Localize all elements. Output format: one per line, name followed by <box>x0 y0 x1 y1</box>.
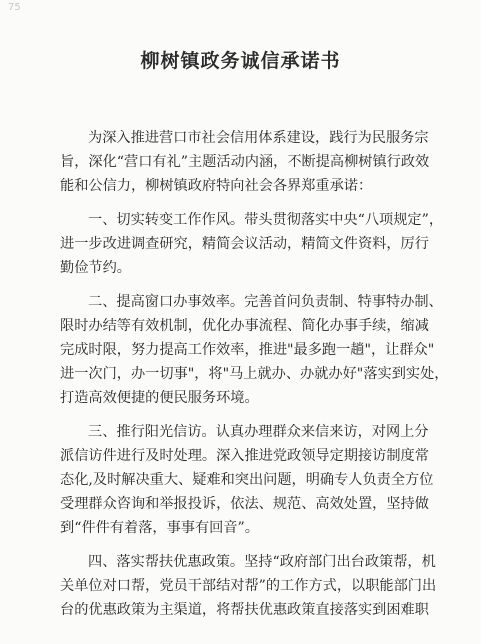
text-line: 派信访件进行及时处理。深入推进党政领导定期接访制度常 <box>60 448 429 464</box>
paragraph <box>60 550 436 622</box>
text-line: 旨，深化“营口有礼”主题活动内涵，不断提高柳树镇行政效 <box>60 154 430 170</box>
text-line: 打造高效便捷的便民服务环境。 <box>60 390 259 406</box>
paragraph <box>60 208 444 280</box>
text-line: 台的优惠政策为主渠道，将帮扶优惠政策直接落实到困难职 <box>60 602 429 618</box>
text-line: 完成时限，努力提高工作效率，推进"最多跑一趟"，让群众" <box>60 342 435 358</box>
text-line: 到“件件有着落，事事有回音”。 <box>60 520 259 536</box>
text-line: 为深入推进营口市社会信用体系建设，践行为民服务宗 <box>88 130 429 146</box>
corner-mark: 75 <box>8 2 21 13</box>
text-line: 态化,及时解决重大、疑难和突出问题，明确专人负责全方位 <box>60 472 434 488</box>
text-line: 进一次门，办一切事"，将"马上就办、办就办好"落实到实处， <box>60 366 449 382</box>
paragraph <box>60 420 436 540</box>
text-line: 限时办结等有效机制，优化办事流程、简化办事手续，缩减 <box>60 318 429 334</box>
text-line: 受理群众咨询和举报投诉，依法、规范、高效处置，坚持做 <box>60 496 429 512</box>
text-line: 能和公信力，柳树镇政府特向社会各界郑重承诺： <box>60 178 373 194</box>
paragraph <box>60 290 449 410</box>
text-line: 关单位对口帮，党员干部结对帮”的工作方式，以职能部门出 <box>60 578 437 594</box>
text-line: 三、推行阳光信访。认真办理群众来信来访，对网上分 <box>88 424 429 440</box>
text-line: 二、提高窗口办事效率。完善首问负责制、特事特办制、 <box>88 294 443 310</box>
text-line: 四、落实帮扶优惠政策。坚持“政府部门出台政策帮，机 <box>88 554 436 570</box>
text-line: 进一步改进调查研究，精简会议活动，精简文件资料，厉行 <box>60 236 429 252</box>
document-title: 柳树镇政务诚信承诺书 <box>140 50 341 72</box>
text-line: 勤俭节约。 <box>60 260 131 276</box>
text-line: 一、切实转变工作作风。带头贯彻落实中央“八项规定”， <box>88 212 444 228</box>
document-body <box>60 126 449 632</box>
paragraph <box>60 126 436 198</box>
